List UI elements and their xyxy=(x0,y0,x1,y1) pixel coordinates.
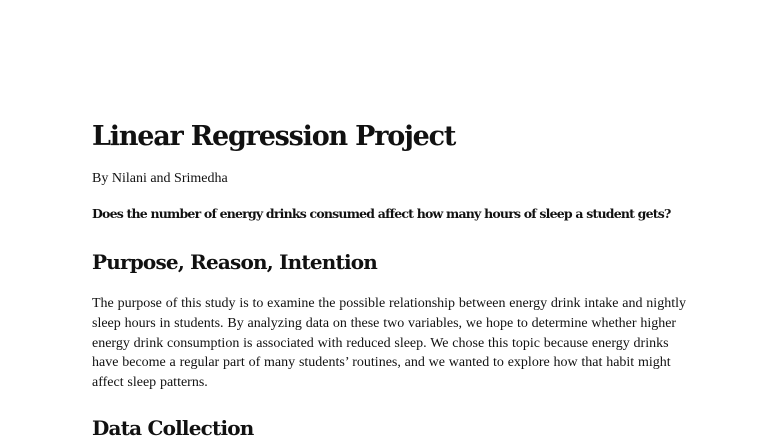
section-heading-data-collection: Data Collection xyxy=(92,416,254,440)
document-title: Linear Regression Project xyxy=(92,121,456,152)
research-question: Does the number of energy drinks consumed affect how many hours of sleep a student gets? xyxy=(92,206,671,221)
section-body-purpose: The purpose of this study is to examine the possible relationship between energy drink intake and nightly sleep hours in students. By analyzing data on these two variables, we hope to determine whether higher energy drink consumption is associated with reduced sleep. We chose this topic because energy drinks have become a regular part of many students’ routines, and we wanted to explore how that habit might affect sleep patterns. xyxy=(92,296,686,391)
section-heading-purpose: Purpose, Reason, Intention xyxy=(92,250,378,274)
document-byline: By Nilani and Srimedha xyxy=(92,171,228,186)
